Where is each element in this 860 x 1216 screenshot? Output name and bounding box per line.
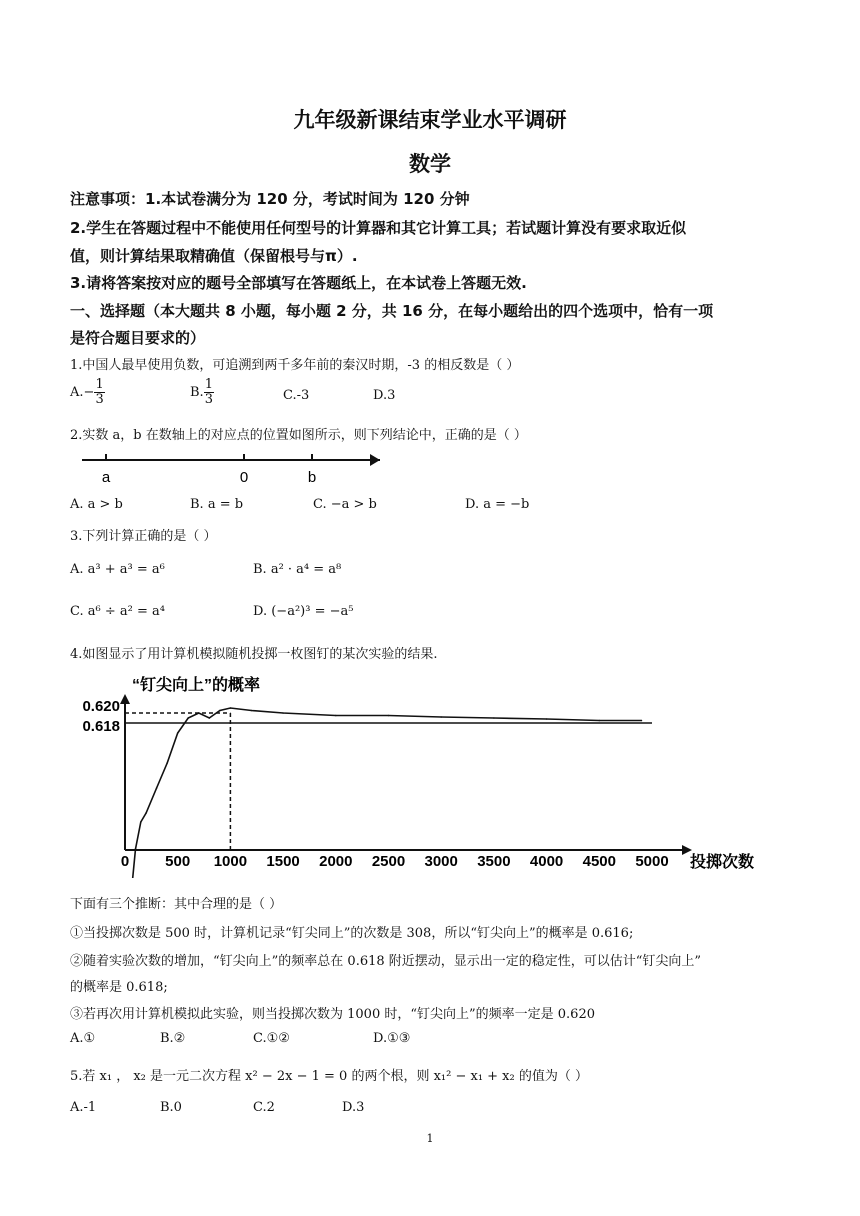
q2-option-c: C. −a > b — [313, 497, 377, 512]
q5-option-b: B.0 — [160, 1100, 182, 1115]
x-tick-label: 3000 — [424, 853, 458, 870]
page-number: 1 — [426, 1132, 434, 1145]
q3-option-c: C. a⁶ ÷ a² = a⁴ — [70, 604, 165, 619]
q5-stem: 5.若 x₁ ， x₂ 是一元二次方程 x² − 2x − 1 = 0 的两个根，则 x₁² − x₁ + x₂ 的值为（ ） — [70, 1069, 588, 1084]
number-line — [70, 446, 380, 492]
q4-option-d: D.①③ — [373, 1031, 411, 1046]
x-tick-label: 3500 — [477, 853, 511, 870]
q1-stem: 1.中国人最早使用负数，可追溯到两千多年前的秦汉时期，-3 的相反数是（ ） — [70, 358, 520, 373]
q1-option-b — [190, 378, 214, 407]
section-heading-line1: 一、选择题（本大题共 8 小题，每小题 2 分，共 16 分，在每小题给出的四个选项中，恰有一项 — [70, 302, 714, 320]
chart-y-ticks — [82, 698, 120, 735]
q4-statement-2-line1: ②随着实验次数的增加，“钉尖向上”的频率总在 0.618 附近摆动，显示出一定的稳定性，可以估计“钉尖向上” — [70, 954, 702, 969]
q1-b-den: 3 — [204, 392, 213, 407]
x-tick-label: 1500 — [266, 853, 300, 870]
series-point — [641, 720, 643, 722]
x-tick-label: 4000 — [529, 853, 564, 870]
q4-option-a: A.① — [70, 1031, 96, 1046]
series-point — [166, 762, 168, 764]
q1-a-num: 1 — [95, 377, 104, 392]
x-tick-label: 0 — [120, 853, 130, 870]
q5-option-c: C.2 — [253, 1100, 275, 1115]
series-point — [209, 717, 211, 719]
q4-follow: 下面有三个推断：其中合理的是（ ） — [70, 897, 283, 912]
q2-stem: 2.实数 a，b 在数轴上的对应点的位置如图所示，则下列结论中，正确的是（ ） — [70, 428, 527, 443]
q1-b-prefix: B. — [190, 385, 204, 400]
q4-statement-2-line2: 的概率是 0.618; — [70, 980, 168, 995]
x-tick-label: 500 — [165, 853, 191, 870]
q1-a-fraction — [94, 378, 104, 407]
q3-option-d: D. (−a²)³ = −a⁵ — [253, 604, 354, 619]
note-3: 3.请将答案按对应的题号全部填写在答题纸上，在本试卷上答题无效. — [70, 274, 527, 292]
chart-reference-lines — [125, 713, 652, 850]
label-a: a — [101, 469, 111, 486]
y-tick-label: 0.620 — [82, 698, 120, 715]
series-point — [140, 821, 142, 823]
q1-b-num: 1 — [204, 377, 213, 392]
note-2-line1: 2.学生在答题过程中不能使用任何型号的计算器和其它计算工具；若试题计算没有要求取近似 — [70, 219, 687, 237]
series-point — [187, 717, 189, 719]
x-tick-label: 2000 — [319, 853, 353, 870]
series-point — [177, 732, 179, 734]
q4-option-b: B.② — [160, 1031, 186, 1046]
label-b: b — [307, 469, 317, 486]
series-point — [599, 720, 601, 722]
q2-option-a: A. a > b — [70, 497, 123, 512]
series-point — [546, 718, 548, 720]
q5-option-d: D.3 — [342, 1100, 365, 1115]
series-point — [145, 812, 147, 814]
probability-chart — [70, 668, 790, 878]
y-axis-arrow — [120, 694, 130, 704]
q4-statement-3: ③若再次用计算机模拟此实验，则当投掷次数为 1000 时，“钉尖向上”的频率一定是 0.620 — [70, 1007, 595, 1022]
paper-subject: 数学 — [409, 152, 451, 176]
q3-stem: 3.下列计算正确的是（ ） — [70, 529, 217, 544]
q3-option-b: B. a² · a⁴ = a⁸ — [253, 562, 342, 577]
chart-title: “钉尖向上”的概率 — [132, 677, 261, 694]
chart-x-ticks — [121, 853, 669, 870]
x-tick-label: 5000 — [635, 853, 669, 870]
q2-option-d: D. a = −b — [465, 497, 530, 512]
series-point — [230, 707, 232, 709]
series-point — [282, 712, 284, 714]
q4-stem: 4.如图显示了用计算机模拟随机投掷一枚图钉的某次实验的结果. — [70, 647, 438, 662]
q1-a-den: 3 — [95, 392, 104, 407]
q1-option-d: D.3 — [373, 388, 396, 403]
series-point — [251, 710, 253, 712]
series-point — [440, 716, 442, 718]
x-tick-label: 1000 — [213, 853, 248, 870]
note-1: 注意事项：1.本试卷满分为 120 分，考试时间为 120 分钟 — [70, 190, 470, 208]
chart-x-label: 投掷次数 — [690, 854, 755, 871]
q1-a-prefix: A. — [70, 385, 84, 400]
series-point — [388, 715, 390, 717]
series-point — [493, 717, 495, 719]
series-point — [156, 787, 158, 789]
q3-option-a: A. a³ + a³ = a⁶ — [70, 562, 165, 577]
number-line-arrow — [370, 454, 380, 466]
q1-b-fraction — [204, 378, 214, 407]
series-point — [219, 710, 221, 712]
q1-option-a — [70, 378, 105, 407]
series-point — [135, 848, 137, 850]
x-tick-label: 2500 — [371, 853, 406, 870]
series-point — [335, 715, 337, 717]
section-heading-line2: 是符合题目要求的） — [70, 329, 206, 347]
y-tick-label: 0.618 — [82, 718, 120, 735]
q5-option-a: A.-1 — [70, 1100, 97, 1115]
q4-statement-1: ①当投掷次数是 500 时，计算机记录“钉尖同上”的次数是 308，所以“钉尖向上”的概率是 0.616; — [70, 926, 634, 941]
chart-axes — [120, 694, 692, 855]
series-point — [198, 712, 200, 714]
note-2-line2: 值，则计算结果取精确值（保留根号与π）. — [70, 247, 358, 265]
label-zero: 0 — [239, 469, 249, 486]
q2-option-b: B. a = b — [190, 497, 244, 512]
x-tick-label: 4500 — [582, 853, 616, 870]
q1-a-sign: − — [83, 385, 95, 400]
paper-title: 九年级新课结束学业水平调研 — [293, 108, 567, 132]
q4-option-c: C.①② — [253, 1031, 290, 1046]
q1-option-c: C.-3 — [283, 388, 310, 403]
